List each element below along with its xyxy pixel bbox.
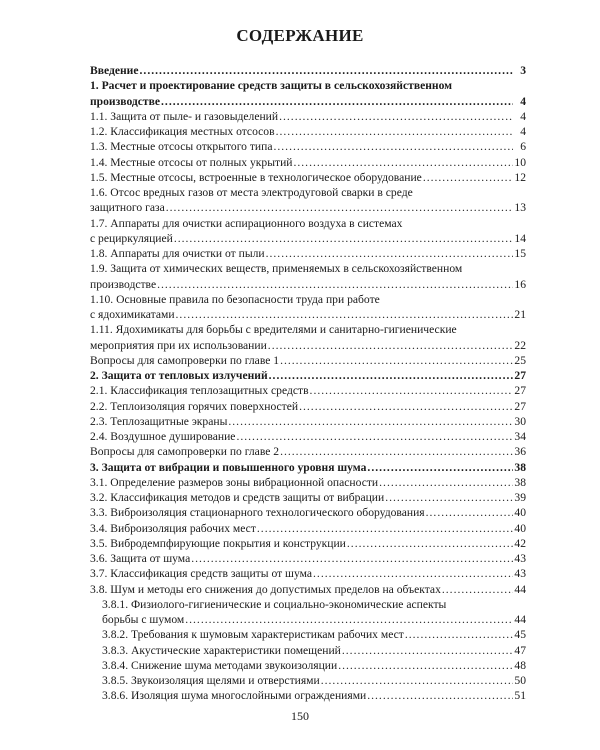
toc-page-number: 13 [514, 201, 526, 215]
toc-entry [90, 429, 526, 444]
dot-leader [423, 170, 513, 185]
toc-page-number: 25 [514, 353, 526, 367]
toc-entry-title: 1.10. Основные правила по безопасности труда при работе [90, 292, 380, 306]
toc-entry-title: 3.8.3. Акустические характеристики помещений [102, 643, 341, 657]
toc-entry-title: производстве [90, 94, 161, 108]
dot-leader [342, 643, 513, 658]
dot-leader [268, 338, 513, 353]
toc-page-number: 16 [514, 277, 526, 291]
toc-entry [90, 597, 526, 628]
dot-leader [280, 353, 513, 368]
page-title: СОДЕРЖАНИЕ [236, 26, 364, 45]
toc-entry [90, 185, 526, 216]
toc-entry [90, 63, 526, 78]
dot-leader [266, 246, 513, 261]
toc-entry-title: 1.2. Классификация местных отсосов [90, 125, 275, 138]
toc-page-number: 38 [514, 475, 526, 489]
toc-page-number: 39 [514, 491, 526, 504]
toc-entry-title: 1.4. Местные отсосы от полных укрытий [90, 155, 293, 169]
toc-entry [90, 368, 526, 383]
toc-entry-title: с рециркуляцией [90, 231, 173, 245]
dot-leader [174, 231, 513, 246]
toc-entry-title: 1.6. Отсос вредных газов от места электродуговой сварки в среде [90, 186, 413, 199]
toc-page-number: 40 [514, 506, 526, 520]
toc-page-number: 6 [520, 140, 526, 154]
dot-leader [176, 307, 513, 322]
dot-leader [185, 612, 513, 627]
toc-page-number: 3 [520, 64, 526, 77]
toc-page-number: 38 [514, 460, 526, 474]
toc-entry-title: 3.5. Вибродемпфирующие покрытия и конструкции [90, 536, 346, 550]
toc-entry-title: 3.6. Защита от шума [90, 552, 191, 565]
toc-entry [90, 322, 526, 353]
toc-page-number: 10 [514, 155, 526, 169]
toc-entry [90, 78, 526, 109]
toc-entry-title: 3.8.6. Изоляция шума многослойными ограждениями [102, 689, 367, 703]
dot-leader [279, 109, 513, 124]
toc-entry [90, 444, 526, 459]
toc-page-number: 4 [520, 109, 526, 123]
toc-entry [90, 124, 526, 139]
dot-leader [228, 414, 513, 429]
dot-leader [273, 139, 513, 154]
toc-entry-title: 1.1. Защита от пыле- и газовыделений [90, 109, 279, 123]
toc-entry [90, 490, 526, 505]
toc-entry-title: 1.8. Аппараты для очистки от пыли [90, 247, 265, 260]
dot-leader [367, 460, 513, 475]
toc-entry-title: 3.8.1. Физиолого-гигиенические и социально-экономические аспекты [102, 597, 447, 611]
toc-entry [90, 292, 526, 323]
toc-entry-title: борьбы с шумом [102, 613, 185, 626]
dot-leader [293, 155, 513, 170]
toc-entry-title: Вопросы для самопроверки по главе 1 [90, 353, 280, 367]
toc-entry [90, 505, 526, 520]
toc-entry-title: Введение [90, 64, 139, 77]
toc-entry [90, 673, 526, 688]
toc-page-number: 4 [520, 94, 526, 108]
dot-leader [310, 383, 513, 398]
toc-entry [90, 353, 526, 368]
toc-page-number: 34 [514, 430, 526, 443]
dot-leader [161, 94, 513, 109]
toc-entry [90, 521, 526, 536]
toc-page-number: 50 [514, 674, 526, 687]
toc-entry-title: Вопросы для самопроверки по главе 2 [90, 445, 280, 459]
toc-entry [90, 582, 526, 597]
toc-entry [90, 246, 526, 261]
toc-page-number: 36 [514, 445, 526, 459]
dot-leader [405, 627, 513, 642]
dot-leader [140, 63, 513, 78]
toc-entry [90, 627, 526, 642]
table-of-contents [90, 63, 526, 704]
toc-entry-title: 3.8.4. Снижение шума методами звукоизоляции [102, 658, 338, 672]
toc-entry-title: 1.9. Защита от химических веществ, применяемых в сельскохозяйственном [90, 262, 463, 276]
toc-entry [90, 475, 526, 490]
toc-entry-title: 1.11. Ядохимикаты для борьбы с вредителями и санитарно-гигиенические [90, 323, 457, 337]
toc-entry [90, 460, 526, 475]
toc-entry-title: 3.2. Классификация методов и средств защиты от вибрации [90, 491, 385, 504]
toc-entry-title: 3.8. Шум и методы его снижения до допустимых пределов на объектах [90, 582, 441, 596]
toc-entry-title: 2.1. Классификация теплозащитных средств [90, 384, 309, 398]
toc-page-number: 43 [514, 552, 526, 565]
toc-page-number: 48 [514, 658, 526, 672]
toc-page-number: 21 [514, 308, 526, 321]
toc-page-number: 42 [514, 536, 526, 550]
toc-page-number: 22 [514, 338, 526, 352]
dot-leader [379, 475, 513, 490]
toc-entry-title: 3.7. Классификация средств защиты от шума [90, 567, 313, 581]
toc-entry-title: 2. Защита от тепловых излучений [90, 369, 268, 382]
dot-leader [280, 444, 513, 459]
dot-leader [299, 399, 513, 414]
toc-entry-title: защитного газа [90, 201, 165, 215]
toc-page-number: 43 [514, 567, 526, 581]
dot-leader [385, 490, 513, 505]
toc-entry-title: 2.2. Теплоизоляция горячих поверхностей [90, 399, 299, 413]
toc-entry [90, 551, 526, 566]
toc-entry [90, 216, 526, 247]
toc-entry-title: 1.5. Местные отсосы, встроенные в технологическое оборудование [90, 170, 422, 184]
toc-page-number: 4 [520, 125, 526, 138]
toc-entry-title: 1.3. Местные отсосы открытого типа [90, 140, 273, 154]
dot-leader [367, 688, 513, 703]
toc-entry-title: 3.8.2. Требования к шумовым характеристикам рабочих мест [102, 628, 404, 642]
toc-entry [90, 155, 526, 170]
dot-leader [269, 368, 513, 383]
dot-leader [338, 658, 513, 673]
toc-entry-title: 2.4. Воздушное душирование [90, 430, 236, 443]
dot-leader [191, 551, 513, 566]
dot-leader [166, 200, 513, 215]
dot-leader [321, 673, 513, 688]
toc-entry [90, 536, 526, 551]
dot-leader [276, 124, 513, 139]
toc-page-number: 44 [514, 613, 526, 626]
toc-entry [90, 170, 526, 185]
toc-entry [90, 643, 526, 658]
toc-entry [90, 399, 526, 414]
toc-entry-title: 3. Защита от вибрации и повышенного уровня шума [90, 460, 367, 474]
toc-entry [90, 109, 526, 124]
toc-entry-title: 1. Расчет и проектирование средств защиты в сельскохозяйственном [90, 79, 453, 93]
toc-entry [90, 383, 526, 398]
toc-entry [90, 658, 526, 673]
toc-entry [90, 566, 526, 581]
toc-page-number: 47 [514, 643, 526, 657]
page-number: 150 [291, 709, 309, 723]
toc-entry-title: мероприятия при их использовании [90, 338, 267, 352]
toc-entry-title: 3.4. Виброизоляция рабочих мест [90, 521, 256, 535]
toc-page-number: 45 [514, 628, 526, 642]
toc-page-number: 15 [514, 247, 526, 260]
toc-page-number: 40 [514, 521, 526, 535]
toc-entry [90, 261, 526, 292]
dot-leader [313, 566, 513, 581]
toc-page-number: 27 [514, 384, 526, 398]
dot-leader [236, 429, 513, 444]
toc-entry [90, 139, 526, 154]
toc-entry-title: с ядохимикатами [90, 308, 175, 321]
toc-page-number: 27 [514, 369, 526, 382]
toc-entry-title: 1.7. Аппараты для очистки аспирационного воздуха в системах [90, 216, 403, 230]
dot-leader [442, 582, 513, 597]
toc-page-number: 14 [514, 231, 526, 245]
dot-leader [257, 521, 513, 536]
toc-entry [90, 688, 526, 703]
toc-page-number: 12 [514, 170, 526, 184]
toc-entry-title: 3.1. Определение размеров зоны вибрационной опасности [90, 475, 379, 489]
dot-leader [157, 277, 513, 292]
toc-entry-title: 3.8.5. Звукоизоляция щелями и отверстиями [102, 674, 320, 687]
toc-page-number: 27 [514, 399, 526, 413]
toc-page-number: 51 [514, 689, 526, 703]
toc-entry-title: 2.3. Теплозащитные экраны [90, 414, 228, 428]
toc-entry-title: 3.3. Виброизоляция стационарного технологического оборудования [90, 506, 425, 520]
toc-page-number: 30 [514, 414, 526, 428]
toc-page-number: 44 [514, 582, 526, 596]
toc-entry-title: производстве [90, 277, 157, 291]
toc-entry [90, 414, 526, 429]
dot-leader [426, 505, 513, 520]
dot-leader [347, 536, 513, 551]
